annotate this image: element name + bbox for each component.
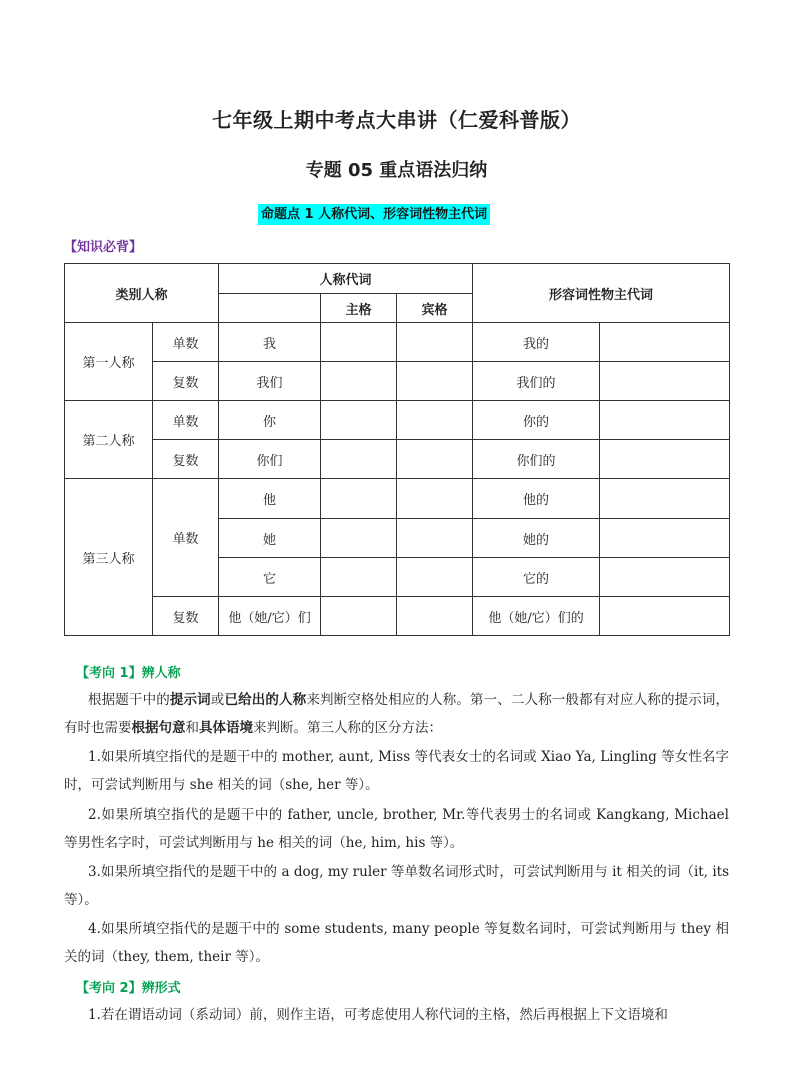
blank-possessive xyxy=(600,440,730,479)
label-plural: 复数 xyxy=(153,362,219,401)
blank-possessive xyxy=(600,401,730,440)
paragraph-rule-4: 4.如果所填空指代的是题干中的 some students, many people 等复数名词时，可尝试判断用与 they 相关的词（they, them, their 等）。 xyxy=(64,921,729,965)
paragraph-form-1: 1.若在谓语动词（系动词）前，则作主语，可考虑使用人称代词的主格，然后再根据上下文语境和 xyxy=(88,1007,668,1023)
topic-heading: 命题点 1 人称代词、形容词性物主代词 xyxy=(258,204,490,225)
header-category: 类别人称 xyxy=(65,264,219,323)
blank-subject xyxy=(321,597,397,636)
blank-object xyxy=(397,362,473,401)
header-possessive: 形容词性物主代词 xyxy=(473,264,730,323)
cell-pronoun: 它 xyxy=(219,558,321,597)
table-row xyxy=(65,401,730,440)
table-row xyxy=(65,597,730,636)
paragraph-intro: 根据题干中的提示词或已给出的人称来判断空格处相应的人称。第一、二人称一般都有对应人称的提示词，有时也需要根据句意和具体语境来判断。第三人称的区分方法： xyxy=(64,692,730,736)
cell-pronoun: 你 xyxy=(219,401,321,440)
table-row xyxy=(65,479,730,519)
section-heading-1: 【考向 1】辨人称 xyxy=(76,666,181,681)
header-object-case: 宾格 xyxy=(397,294,473,323)
blank-object xyxy=(397,558,473,597)
cell-possessive: 你们的 xyxy=(473,440,600,479)
blank-possessive xyxy=(600,323,730,362)
paragraph-rule-1: 1.如果所填空指代的是题干中的 mother, aunt, Miss 等代表女士的名词或 Xiao Ya, Lingling 等女性名字时，可尝试判断用与 she 相关的词（she, her 等）。 xyxy=(64,749,729,793)
label-third-person: 第三人称 xyxy=(65,479,153,636)
label-singular: 单数 xyxy=(153,479,219,597)
blank-subject xyxy=(321,479,397,519)
blank-possessive xyxy=(600,362,730,401)
paragraph-rule-3: 3.如果所填空指代的是题干中的 a dog, my ruler 等单数名词形式时，可尝试判断用与 it 相关的词（it, its 等）。 xyxy=(64,864,729,908)
document-subtitle: 专题 05 重点语法归纳 xyxy=(305,160,488,181)
section-heading-2: 【考向 2】辨形式 xyxy=(76,981,181,996)
blank-object xyxy=(397,401,473,440)
cell-pronoun: 你们 xyxy=(219,440,321,479)
cell-pronoun: 他（她/它）们 xyxy=(219,597,321,636)
blank-subject xyxy=(321,519,397,558)
cell-possessive: 他（她/它）们的 xyxy=(473,597,600,636)
cell-possessive: 她的 xyxy=(473,519,600,558)
blank-object xyxy=(397,440,473,479)
label-plural: 复数 xyxy=(153,440,219,479)
blank-possessive xyxy=(600,597,730,636)
document-title: 七年级上期中考点大串讲（仁爱科普版） xyxy=(212,108,581,132)
cell-possessive: 它的 xyxy=(473,558,600,597)
label-first-person: 第一人称 xyxy=(65,323,153,401)
label-second-person: 第二人称 xyxy=(65,401,153,479)
cell-possessive: 我的 xyxy=(473,323,600,362)
blank-object xyxy=(397,519,473,558)
blank-object xyxy=(397,597,473,636)
header-subject-case: 主格 xyxy=(321,294,397,323)
label-singular: 单数 xyxy=(153,401,219,440)
header-blank xyxy=(219,294,321,323)
cell-pronoun: 她 xyxy=(219,519,321,558)
cell-pronoun: 我 xyxy=(219,323,321,362)
cell-possessive: 我们的 xyxy=(473,362,600,401)
cell-possessive: 他的 xyxy=(473,479,600,519)
blank-subject xyxy=(321,362,397,401)
blank-subject xyxy=(321,401,397,440)
blank-object xyxy=(397,323,473,362)
cell-pronoun: 我们 xyxy=(219,362,321,401)
knowledge-label: 【知识必背】 xyxy=(64,240,143,255)
blank-possessive xyxy=(600,479,730,519)
cell-pronoun: 他 xyxy=(219,479,321,519)
paragraph-rule-2: 2.如果所填空指代的是题干中的 father, uncle, brother, Mr.等代表男士的名词或 Kangkang, Michael 等男性名字时，可尝试判断用与 he 相关的词（he, him, his 等）。 xyxy=(64,807,729,851)
header-personal-pronoun: 人称代词 xyxy=(219,264,473,294)
label-singular: 单数 xyxy=(153,323,219,362)
blank-possessive xyxy=(600,558,730,597)
pronoun-table xyxy=(64,263,730,636)
table-row xyxy=(65,362,730,401)
label-plural: 复数 xyxy=(153,597,219,636)
blank-object xyxy=(397,479,473,519)
cell-possessive: 你的 xyxy=(473,401,600,440)
table-row xyxy=(65,440,730,479)
table-row xyxy=(65,323,730,362)
blank-possessive xyxy=(600,519,730,558)
blank-subject xyxy=(321,558,397,597)
blank-subject xyxy=(321,440,397,479)
blank-subject xyxy=(321,323,397,362)
